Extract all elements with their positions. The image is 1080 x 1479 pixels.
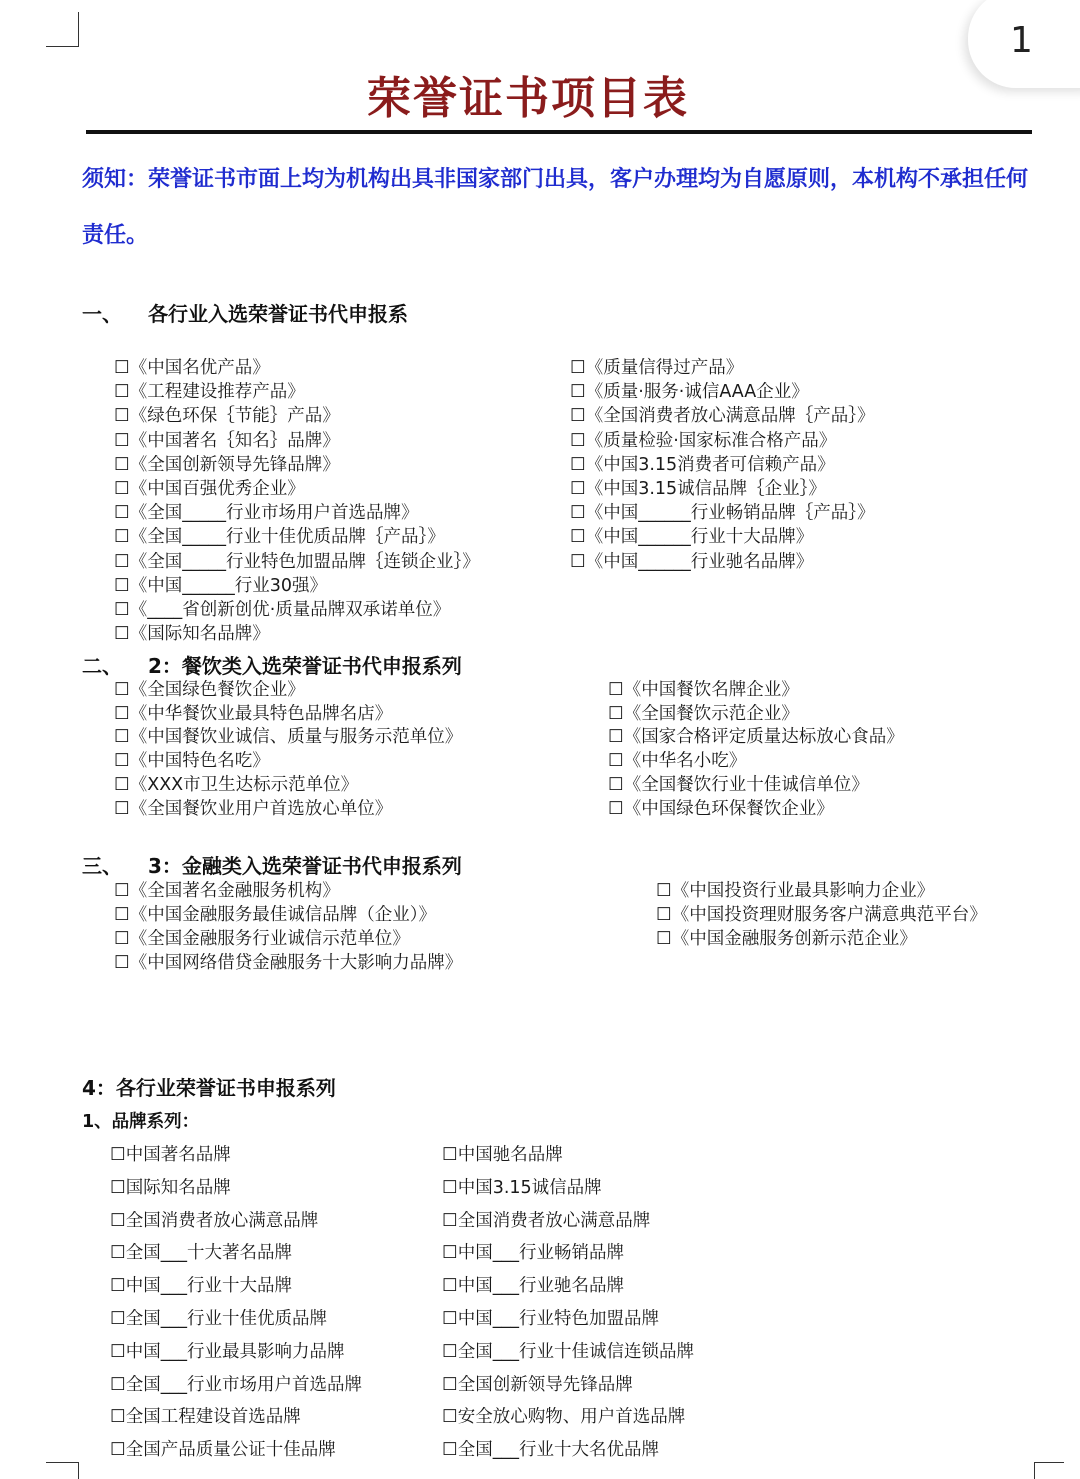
checkbox-icon[interactable]: ☐ — [110, 1374, 126, 1395]
checkbox-item[interactable] — [570, 380, 874, 404]
checkbox-icon[interactable]: ☐ — [110, 1177, 126, 1198]
checkbox-label: 《XXX市卫生达标示范单位》 — [129, 774, 359, 795]
checkbox-item[interactable] — [442, 1270, 694, 1303]
checkbox-label: 全国工程建设首选品牌 — [125, 1407, 301, 1428]
checkbox-icon[interactable]: ☐ — [114, 929, 130, 949]
checkbox-icon[interactable]: ☐ — [442, 1341, 458, 1362]
checkbox-item[interactable] — [442, 1172, 694, 1205]
checkbox-item[interactable] — [608, 726, 904, 750]
checkbox-icon[interactable]: ☐ — [114, 953, 130, 973]
section-2-left-list — [114, 679, 462, 821]
checkbox-label: 《中国餐饮名牌企业》 — [623, 680, 799, 700]
checkbox-icon[interactable]: ☐ — [114, 774, 130, 795]
section-3-number: 三、 — [82, 854, 122, 878]
checkbox-label: 《中华餐饮业最具特色品牌名店》 — [129, 703, 393, 724]
checkbox-item[interactable] — [570, 550, 874, 574]
checkbox-item[interactable] — [608, 750, 904, 774]
checkbox-label: 《____省创新创优·质量品牌双承诺单位》 — [129, 600, 451, 621]
checkbox-item[interactable] — [442, 1369, 694, 1402]
checkbox-icon[interactable]: ☐ — [570, 503, 586, 524]
section-1-number: 一、 — [82, 302, 122, 326]
checkbox-icon[interactable]: ☐ — [114, 727, 130, 748]
section-1-heading — [82, 298, 408, 327]
checkbox-item[interactable] — [110, 1270, 362, 1303]
checkbox-icon[interactable]: ☐ — [110, 1308, 126, 1329]
checkbox-icon[interactable]: ☐ — [442, 1308, 458, 1329]
checkbox-item[interactable] — [114, 453, 480, 477]
section-4-subtitle: 1、品牌系列： — [82, 1112, 200, 1132]
checkbox-icon[interactable]: ☐ — [114, 680, 130, 700]
checkbox-item[interactable] — [442, 1336, 694, 1369]
checkbox-icon[interactable]: ☐ — [114, 905, 130, 925]
checkbox-item[interactable] — [110, 1434, 362, 1467]
checkbox-icon[interactable]: ☐ — [442, 1243, 458, 1264]
checkbox-label: 《中国金融服务创新示范企业》 — [671, 929, 917, 949]
checkbox-label: 安全放心购物、用户首选品牌 — [457, 1407, 686, 1428]
checkbox-label: 《中国名优产品》 — [129, 358, 270, 378]
checkbox-label: 《中国特色名吃》 — [129, 751, 270, 772]
checkbox-label: 全国___行业十佳优质品牌 — [125, 1308, 327, 1329]
crop-mark — [1034, 1462, 1064, 1463]
checkbox-item[interactable] — [110, 1172, 362, 1205]
checkbox-item[interactable] — [114, 774, 462, 798]
checkbox-item[interactable] — [114, 726, 462, 750]
brand-series-left-list — [110, 1139, 362, 1467]
checkbox-label: 《中国金融服务最佳诚信品牌（企业）》 — [129, 905, 436, 925]
checkbox-icon[interactable]: ☐ — [114, 575, 130, 596]
section-2-right-list — [608, 679, 904, 821]
checkbox-label: 《中国百强优秀企业》 — [129, 479, 305, 500]
checkbox-item[interactable] — [110, 1401, 362, 1434]
checkbox-icon[interactable]: ☐ — [114, 382, 130, 403]
checkbox-label: 《中国______行业30强》 — [129, 575, 327, 596]
checkbox-label: 全国___十大著名品牌 — [125, 1243, 292, 1264]
checkbox-item[interactable] — [114, 356, 480, 380]
checkbox-item[interactable] — [570, 525, 874, 549]
checkbox-icon[interactable]: ☐ — [114, 600, 130, 621]
checkbox-item[interactable] — [114, 798, 462, 822]
checkbox-label: 《质量检验·国家标准合格产品》 — [585, 430, 837, 451]
section-1-left-list — [114, 356, 480, 646]
section-2-number: 二、 — [82, 654, 122, 678]
checkbox-label: 《全国餐饮业用户首选放心单位》 — [129, 798, 393, 819]
checkbox-icon[interactable]: ☐ — [114, 551, 130, 572]
checkbox-icon[interactable]: ☐ — [110, 1210, 126, 1231]
checkbox-icon[interactable]: ☐ — [442, 1145, 458, 1165]
checkbox-item[interactable] — [114, 477, 480, 501]
checkbox-label: 《中国______行业驰名品牌》 — [585, 551, 814, 572]
checkbox-icon[interactable]: ☐ — [570, 551, 586, 572]
checkbox-label: 《全国金融服务行业诚信示范单位》 — [129, 929, 410, 949]
section-2-title: 2：餐饮类入选荣誉证书代申报系列 — [148, 654, 462, 678]
page-number: 1 — [1010, 20, 1033, 61]
checkbox-label: 全国消费者放心满意品牌 — [457, 1210, 651, 1231]
checkbox-item[interactable] — [114, 525, 480, 549]
checkbox-label: 全国___行业十佳诚信连锁品牌 — [457, 1341, 694, 1362]
section-3-right-list — [656, 879, 987, 951]
checkbox-label: 《全国著名金融服务机构》 — [129, 881, 340, 901]
checkbox-label: 中国___行业畅销品牌 — [457, 1243, 624, 1264]
checkbox-icon[interactable]: ☐ — [608, 798, 624, 819]
checkbox-item[interactable] — [114, 380, 480, 404]
checkbox-label: 《质量·服务·诚信AAA企业》 — [585, 382, 809, 403]
checkbox-label: 国际知名品牌 — [125, 1177, 231, 1198]
checkbox-icon[interactable]: ☐ — [570, 454, 586, 475]
checkbox-item[interactable] — [114, 703, 462, 727]
checkbox-label: 《全国_____行业十佳优质品牌｛产品｝》 — [129, 527, 445, 548]
section-3-title: 3：金融类入选荣誉证书代申报系列 — [148, 854, 462, 878]
checkbox-icon[interactable]: ☐ — [114, 703, 130, 724]
checkbox-item[interactable] — [114, 951, 462, 975]
checkbox-label: 全国___行业十大名优品牌 — [457, 1440, 659, 1461]
checkbox-icon[interactable]: ☐ — [114, 358, 130, 378]
section-3-heading — [82, 850, 462, 879]
checkbox-label: 中国___行业最具影响力品牌 — [125, 1341, 345, 1362]
crop-mark — [46, 46, 79, 47]
crop-mark — [46, 1462, 79, 1463]
checkbox-item[interactable] — [114, 598, 480, 622]
checkbox-icon[interactable]: ☐ — [442, 1407, 458, 1428]
checkbox-icon[interactable]: ☐ — [442, 1210, 458, 1231]
checkbox-label: 中国___行业特色加盟品牌 — [457, 1308, 659, 1329]
checkbox-icon[interactable]: ☐ — [442, 1374, 458, 1395]
checkbox-icon[interactable]: ☐ — [110, 1341, 126, 1362]
checkbox-icon[interactable]: ☐ — [442, 1276, 458, 1297]
section-1-title: 各行业入选荣誉证书代申报系 — [148, 302, 408, 326]
checkbox-item[interactable] — [656, 879, 987, 903]
checkbox-label: 《全国绿色餐饮企业》 — [129, 680, 305, 700]
checkbox-label: 全国创新领导先锋品牌 — [457, 1374, 633, 1395]
checkbox-item[interactable] — [114, 550, 480, 574]
checkbox-label: 《中国著名｛知名｝品牌》 — [129, 430, 340, 451]
checkbox-icon[interactable]: ☐ — [570, 406, 586, 427]
checkbox-label: 全国产品质量公证十佳品牌 — [125, 1440, 336, 1461]
checkbox-item[interactable] — [110, 1369, 362, 1402]
page-title: 荣誉证书项目表 — [367, 73, 689, 124]
checkbox-label: 《中国3.15消费者可信赖产品》 — [585, 454, 835, 475]
checkbox-item[interactable] — [570, 501, 874, 525]
checkbox-label: 《中国投资行业最具影响力企业》 — [671, 881, 935, 901]
checkbox-icon[interactable]: ☐ — [570, 382, 586, 403]
checkbox-item[interactable] — [114, 679, 462, 703]
checkbox-icon[interactable]: ☐ — [110, 1145, 126, 1165]
checkbox-item[interactable] — [656, 927, 987, 951]
checkbox-icon[interactable]: ☐ — [570, 430, 586, 451]
checkbox-label: 《工程建设推荐产品》 — [129, 382, 305, 403]
checkbox-item[interactable] — [570, 356, 874, 380]
checkbox-icon[interactable]: ☐ — [114, 454, 130, 475]
checkbox-icon[interactable]: ☐ — [110, 1276, 126, 1297]
checkbox-item[interactable] — [570, 429, 874, 453]
checkbox-label: 《中国______行业十大品牌》 — [585, 527, 814, 548]
checkbox-icon[interactable]: ☐ — [114, 430, 130, 451]
checkbox-label: 《全国餐饮行业十佳诚信单位》 — [623, 774, 869, 795]
checkbox-item[interactable] — [570, 453, 874, 477]
checkbox-icon[interactable]: ☐ — [608, 703, 624, 724]
checkbox-label: 《全国_____行业特色加盟品牌｛连锁企业｝》 — [129, 551, 480, 572]
section-1-right-list — [570, 356, 874, 574]
notice-text: 须知：荣誉证书市面上均为机构出具非国家部门出具，客户办理均为自愿原则，本机构不承担任何责任。 — [82, 167, 1029, 248]
checkbox-item[interactable] — [114, 622, 480, 646]
checkbox-label: 《绿色环保｛节能｝产品》 — [129, 406, 340, 427]
checkbox-icon[interactable]: ☐ — [608, 774, 624, 795]
checkbox-icon[interactable]: ☐ — [570, 527, 586, 548]
checkbox-icon[interactable]: ☐ — [608, 680, 624, 700]
checkbox-icon[interactable]: ☐ — [114, 624, 130, 645]
checkbox-item[interactable] — [110, 1237, 362, 1270]
checkbox-icon[interactable]: ☐ — [114, 881, 130, 901]
checkbox-label: 中国___行业驰名品牌 — [457, 1276, 624, 1297]
checkbox-label: 《全国_____行业市场用户首选品牌》 — [129, 503, 419, 524]
checkbox-item[interactable] — [114, 927, 462, 951]
checkbox-label: 《国际知名品牌》 — [129, 624, 270, 645]
checkbox-label: 中国___行业十大品牌 — [125, 1276, 292, 1297]
checkbox-icon[interactable]: ☐ — [442, 1177, 458, 1198]
checkbox-icon[interactable]: ☐ — [608, 727, 624, 748]
checkbox-item[interactable] — [114, 429, 480, 453]
checkbox-icon[interactable]: ☐ — [570, 358, 586, 378]
checkbox-icon[interactable]: ☐ — [114, 527, 130, 548]
checkbox-label: 全国消费者放心满意品牌 — [125, 1210, 319, 1231]
checkbox-label: 《中国3.15诚信品牌｛企业｝》 — [585, 479, 826, 500]
checkbox-icon[interactable]: ☐ — [110, 1407, 126, 1428]
checkbox-icon[interactable]: ☐ — [608, 751, 624, 772]
checkbox-label: 中国著名品牌 — [125, 1145, 231, 1165]
checkbox-label: 《质量信得过产品》 — [585, 358, 744, 378]
checkbox-icon[interactable]: ☐ — [656, 881, 672, 901]
checkbox-label: 《中国投资理财服务客户满意典范平台》 — [671, 905, 987, 925]
checkbox-label: 中国3.15诚信品牌 — [457, 1177, 602, 1198]
checkbox-item[interactable] — [570, 477, 874, 501]
checkbox-label: 中国驰名品牌 — [457, 1145, 563, 1165]
checkbox-label: 《中国______行业畅销品牌｛产品｝》 — [585, 503, 875, 524]
checkbox-icon[interactable]: ☐ — [656, 905, 672, 925]
checkbox-item[interactable] — [114, 574, 480, 598]
section-4-heading: 4：各行业荣誉证书申报系列 — [82, 1076, 336, 1100]
checkbox-icon[interactable]: ☐ — [114, 479, 130, 500]
checkbox-item[interactable] — [442, 1205, 694, 1238]
checkbox-item[interactable] — [110, 1205, 362, 1238]
checkbox-label: 《全国餐饮示范企业》 — [623, 703, 799, 724]
checkbox-item[interactable] — [608, 703, 904, 727]
checkbox-item[interactable] — [442, 1401, 694, 1434]
checkbox-label: 全国___行业市场用户首选品牌 — [125, 1374, 362, 1395]
checkbox-icon[interactable]: ☐ — [114, 406, 130, 427]
checkbox-label: 《国家合格评定质量达标放心食品》 — [623, 727, 904, 748]
checkbox-item[interactable] — [442, 1303, 694, 1336]
checkbox-item[interactable] — [114, 501, 480, 525]
checkbox-item[interactable] — [114, 750, 462, 774]
checkbox-label: 《中国绿色环保餐饮企业》 — [623, 798, 834, 819]
checkbox-icon[interactable]: ☐ — [110, 1243, 126, 1264]
checkbox-icon[interactable]: ☐ — [114, 503, 130, 524]
checkbox-item[interactable] — [608, 774, 904, 798]
checkbox-item[interactable] — [608, 798, 904, 822]
checkbox-icon[interactable]: ☐ — [114, 751, 130, 772]
checkbox-label: 《中华名小吃》 — [623, 751, 747, 772]
checkbox-icon[interactable]: ☐ — [570, 479, 586, 500]
checkbox-icon[interactable]: ☐ — [110, 1440, 126, 1461]
section-2-heading — [82, 650, 462, 679]
checkbox-item[interactable] — [442, 1139, 694, 1172]
checkbox-item[interactable] — [608, 679, 904, 703]
checkbox-item[interactable] — [442, 1237, 694, 1270]
checkbox-item[interactable] — [442, 1434, 694, 1467]
brand-series-right-list — [442, 1139, 694, 1467]
checkbox-item[interactable] — [114, 879, 462, 903]
checkbox-item[interactable] — [570, 404, 874, 428]
checkbox-label: 《中国网络借贷金融服务十大影响力品牌》 — [129, 953, 463, 973]
title-divider — [86, 130, 1032, 134]
checkbox-icon[interactable]: ☐ — [114, 798, 130, 819]
checkbox-icon[interactable]: ☐ — [656, 929, 672, 949]
checkbox-icon[interactable]: ☐ — [442, 1440, 458, 1461]
crop-mark — [78, 12, 79, 46]
crop-mark — [1034, 1462, 1035, 1479]
checkbox-item[interactable] — [114, 903, 462, 927]
checkbox-label: 《全国消费者放心满意品牌｛产品｝》 — [585, 406, 875, 427]
checkbox-item[interactable] — [656, 903, 987, 927]
checkbox-item[interactable] — [114, 404, 480, 428]
checkbox-label: 《全国创新领导先锋品牌》 — [129, 454, 340, 475]
checkbox-item[interactable] — [110, 1139, 362, 1172]
crop-mark — [78, 1462, 79, 1479]
checkbox-label: 《中国餐饮业诚信、质量与服务示范单位》 — [129, 727, 463, 748]
checkbox-item[interactable] — [110, 1336, 362, 1369]
section-3-left-list — [114, 879, 462, 975]
checkbox-item[interactable] — [110, 1303, 362, 1336]
